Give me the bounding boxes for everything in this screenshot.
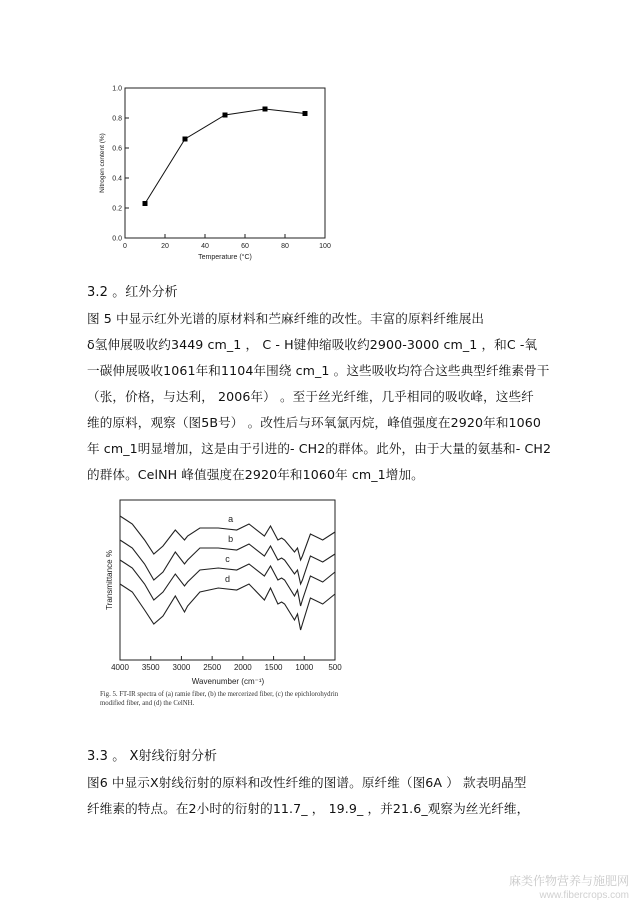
nitrogen-xtick-label: 0 — [123, 243, 127, 250]
ftir-series-d — [120, 584, 335, 630]
nitrogen-ytick-label: 0.4 — [112, 175, 122, 183]
ftir-xtick-label: 1000 — [295, 663, 314, 672]
ftir-chart — [98, 498, 348, 723]
ftir-chart-xlabel: Wavenumber (cm⁻¹) — [191, 677, 265, 686]
nitrogen-ytick-label: 0.8 — [112, 115, 122, 123]
nitrogen-ytick-label: 1.0 — [112, 85, 122, 93]
section-3-3-heading: 3.3 。 X射线衍射分析 — [87, 749, 218, 764]
ftir-xtick-label: 3000 — [172, 663, 191, 672]
watermark-url: www.fibercrops.com — [539, 890, 629, 901]
section-3-2-heading: 3.2 。红外分析 — [87, 285, 178, 300]
section-3-2-line: δ氢伸展吸收约3449 cm_1 ， C - H键伸缩吸收约2900-3000 cm_1 ，和C -氧 — [87, 337, 538, 352]
ftir-series-label: b — [228, 534, 234, 544]
nitrogen-data-point — [223, 113, 228, 118]
section-3-2-body — [87, 306, 551, 488]
section-3-2-line: 的群体。CelNH 峰值强度在2920年和1060年 cm_1增加。 — [87, 467, 424, 482]
nitrogen-chart-xlabel: Temperature (°C) — [198, 254, 252, 261]
nitrogen-xtick-label: 60 — [241, 243, 249, 250]
ftir-series-label: d — [224, 574, 231, 584]
ftir-series-label: a — [228, 514, 234, 524]
nitrogen-chart-frame — [125, 88, 325, 238]
section-3-3-line: 纤维素的特点。在2小时的衍射的11.7_ ， 19.9_ ，并21.6_观察为丝光纤维， — [87, 801, 530, 816]
ftir-xtick-label: 2000 — [233, 663, 252, 672]
nitrogen-xtick-label: 80 — [281, 243, 289, 250]
ftir-xtick-label: 1500 — [264, 663, 283, 672]
nitrogen-ytick-label: 0.2 — [112, 205, 122, 213]
section-3-2-line: （张，价格，与达利， 2006年） 。至于丝光纤维，几乎相同的吸收峰，这些纤 — [87, 389, 534, 404]
nitrogen-data-point — [263, 107, 268, 112]
ftir-xtick-label: 500 — [328, 663, 342, 672]
nitrogen-chart-ylabel: Nitrogen content (%) — [99, 133, 106, 193]
ftir-xtick-label: 3500 — [141, 663, 160, 672]
nitrogen-series-line — [145, 109, 305, 204]
section-3-3-body — [87, 770, 529, 822]
ftir-xtick-label: 2500 — [203, 663, 222, 672]
ftir-figure-caption: Fig. 5. FT-IR spectra of (a) ramie fiber, (b) the mercerized fiber, (c) the epichlorohydrin modified fiber, and (d) the CelNH. — [100, 691, 339, 707]
nitrogen-chart — [95, 78, 335, 263]
nitrogen-ytick-label: 0.6 — [112, 145, 122, 153]
nitrogen-xtick-label: 20 — [161, 243, 169, 250]
ftir-series-label: c — [225, 554, 230, 564]
ftir-xtick-label: 4000 — [111, 663, 129, 672]
section-3-2-line: 一碳伸展吸收1061年和1104年围绕 cm_1 。这些吸收均符合这些典型纤维素骨干 — [87, 363, 550, 378]
nitrogen-ytick-label: 0.0 — [112, 235, 122, 243]
nitrogen-data-point — [183, 137, 188, 142]
section-3-2-line: 图 5 中显示红外光谱的原材料和苎麻纤维的改性。丰富的原料纤维展出 — [87, 311, 485, 326]
section-3-2-line: 维的原料，观察（图5B号） 。改性后与环氧氯丙烷，峰值强度在2920年和1060 — [87, 415, 541, 430]
section-3-3-line: 图6 中显示X射线衍射的原料和改性纤维的图谱。原纤维（图6A ） 款表明晶型 — [87, 775, 527, 790]
nitrogen-xtick-label: 100 — [319, 243, 331, 250]
watermark-text: 麻类作物营养与施肥网 — [508, 874, 629, 888]
nitrogen-data-point — [303, 111, 308, 116]
nitrogen-data-point — [143, 201, 148, 206]
nitrogen-xtick-label: 40 — [201, 243, 209, 250]
section-3-2-line: 年 cm_1明显增加，这是由于引进的- CH2的群体。此外，由于大量的氨基和- CH2 — [87, 441, 552, 456]
ftir-chart-ylabel: Transmittance % — [105, 550, 114, 610]
